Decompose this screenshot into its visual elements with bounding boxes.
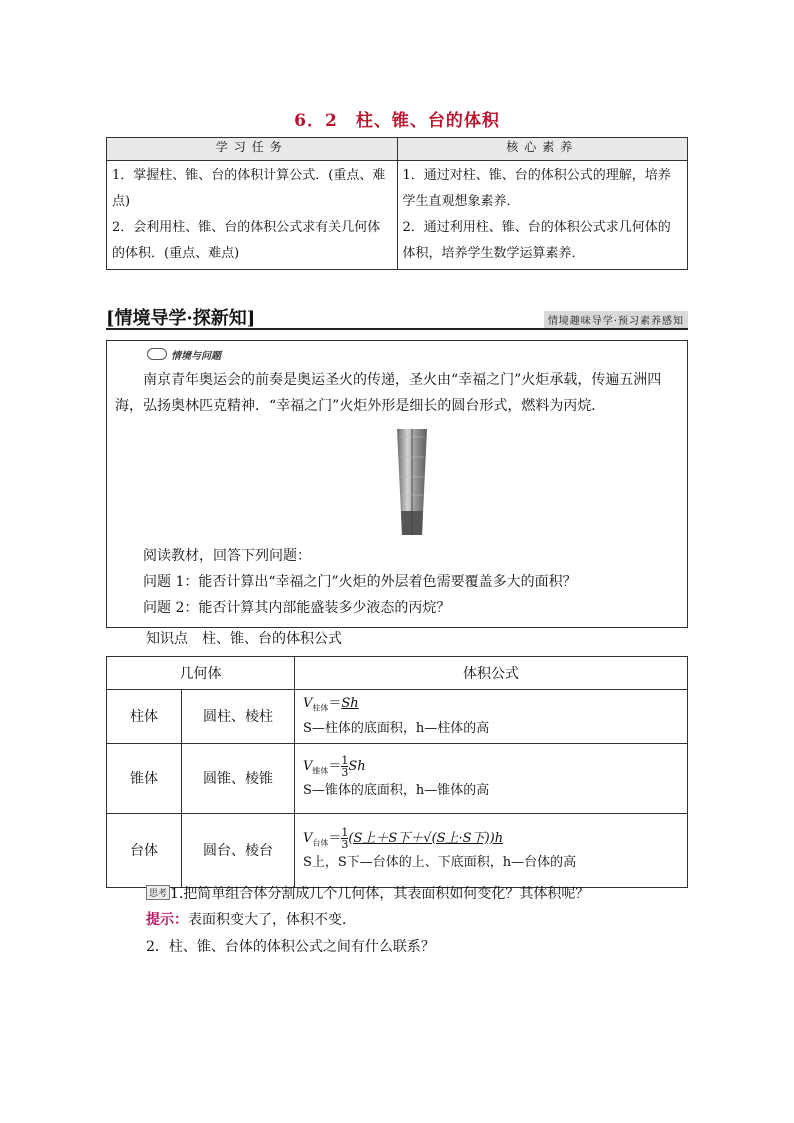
scenario-paragraph: 南京青年奥运会的前奏是奥运圣火的传递，圣火由“幸福之门”火炬承载，传遍五洲四海，弘扬奥林匹克精神．“幸福之门”火炬外形是细长的圆台形式，燃料为丙烷．: [115, 372, 662, 414]
think-question-2: 2．柱、锥、台体的体积公式之间有什么联系？: [146, 939, 435, 955]
row-formula: $V_{柱体}=Sh$ S—柱体的底面积，h—柱体的高: [295, 690, 688, 744]
row-examples: 圆锥、棱锥: [182, 743, 295, 813]
section-tag: 情境趣味导学·预习素养感知: [544, 311, 688, 328]
literacy-item: 1．通过对柱、锥、台的体积公式的理解，培养学生直观想象素养．: [402, 168, 671, 209]
banner-rule: [106, 328, 688, 330]
fraction: $\frac{1}{3}$: [341, 825, 349, 851]
hint-label: 提示：: [146, 912, 188, 928]
formula-description: S上，S下—台体的上、下底面积，h—台体的高: [303, 855, 577, 871]
header-formula: 体积公式: [295, 657, 688, 690]
knowledge-point-title: 知识点 柱、锥、台的体积公式: [146, 631, 342, 647]
row-formula: $V_{锥体}=$ $\frac{1}{3}$ Sh S—锥体的底面积，h—锥体的高: [295, 743, 688, 813]
think-question-1: 思考 1.把简单组合体分割成几个几何体，其表面积如何变化？其体积呢？: [146, 883, 589, 903]
goals-header-right: 核心素养: [397, 138, 688, 161]
section-banner: [106, 304, 688, 330]
scenario-box: [106, 340, 688, 628]
hint-text: 表面积变大了，体积不变．: [188, 912, 356, 928]
row-examples: 圆柱、棱柱: [182, 690, 295, 744]
goals-header-left: 学习任务: [107, 138, 398, 161]
torch-image: [395, 427, 429, 537]
eye-icon: [147, 348, 167, 360]
formula-description: S—柱体的底面积，h—柱体的高: [303, 720, 490, 736]
row-kind: 柱体: [107, 690, 182, 744]
question-2: 问题 2：能否计算其内部能盛装多少液态的丙烷？: [143, 600, 451, 616]
row-kind: 锥体: [107, 743, 182, 813]
header-shape: 几何体: [107, 657, 295, 690]
formula-description: S—锥体的底面积，h—锥体的高: [303, 783, 490, 799]
page-title: 6．2 柱、锥、台的体积: [294, 111, 500, 131]
goal-item: 1．掌握柱、锥、台的体积计算公式．(重点、难点): [112, 168, 386, 209]
literacy-item: 2．通过利用柱、锥、台的体积公式求几何体的体积，培养学生数学运算素养．: [402, 220, 671, 261]
row-examples: 圆台、棱台: [182, 813, 295, 887]
think-badge: 思考: [146, 885, 170, 900]
row-kind: 台体: [107, 813, 182, 887]
goal-item: 2．会利用柱、锥、台的体积公式求有关几何体的体积．(重点、难点): [112, 220, 381, 261]
hint-line: [146, 909, 356, 929]
goals-table: [106, 137, 688, 270]
read-instruction: 阅读教材，回答下列问题：: [143, 548, 311, 564]
scenario-label: 情境与问题: [147, 347, 221, 362]
row-formula: $V_{台体}=$ $\frac{1}{3}$ (S上＋S下＋√(S上·S下))h S上，S下—台体的上、下底面积，h—台体的高: [295, 813, 688, 887]
fraction: $\frac{1}{3}$: [341, 753, 349, 779]
goals-right-cell: [397, 161, 688, 270]
formula-table: [106, 656, 688, 888]
goals-left-cell: [107, 161, 398, 270]
question-1: 问题 1：能否计算出“幸福之门”火炬的外层着色需要覆盖多大的面积？: [143, 574, 577, 590]
section-heading: [情境导学·探新知]: [106, 308, 256, 329]
